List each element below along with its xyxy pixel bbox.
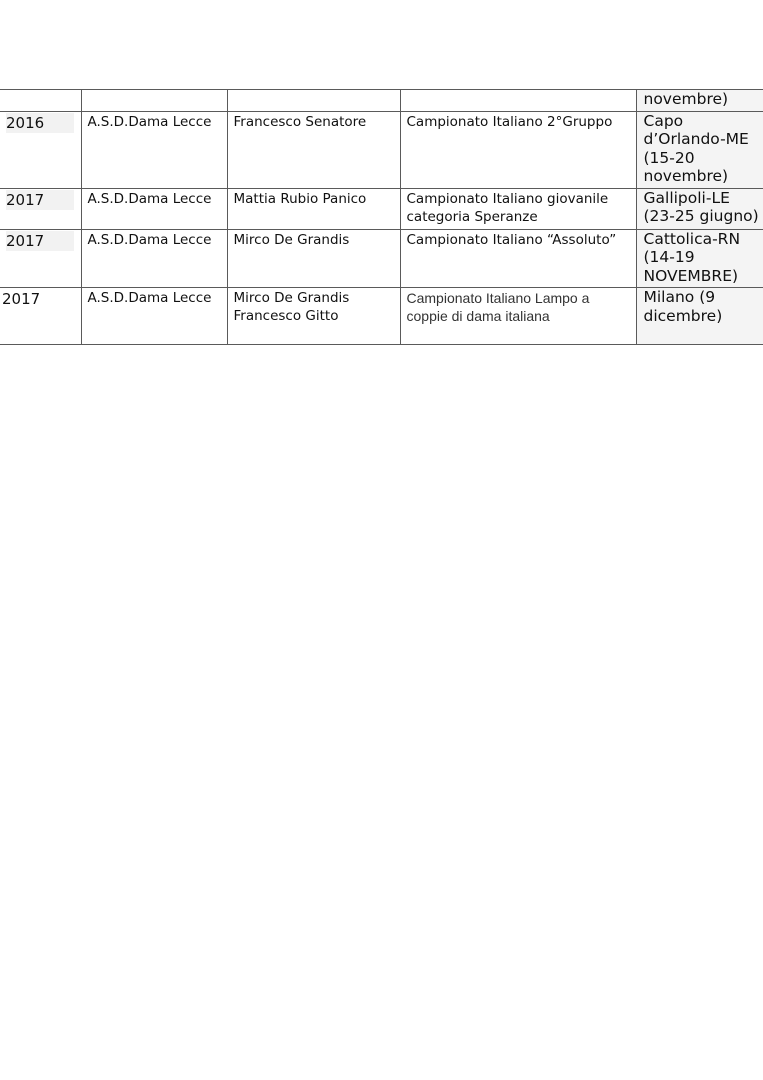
player-name: Francesco Senatore bbox=[233, 113, 367, 130]
club-text: A.S.D.Dama Lecce bbox=[87, 190, 212, 207]
player-name: Francesco Gitto bbox=[233, 308, 339, 324]
club-cell bbox=[81, 229, 227, 288]
year-cell bbox=[0, 288, 81, 345]
results-table bbox=[0, 89, 763, 345]
place-cell bbox=[636, 288, 763, 345]
player-cell bbox=[227, 111, 400, 188]
player-name: Mirco De Grandis bbox=[233, 290, 350, 306]
player-cell bbox=[227, 229, 400, 288]
year-cell bbox=[0, 188, 81, 229]
year-cell bbox=[0, 229, 81, 288]
club-cell bbox=[81, 90, 227, 112]
player-name: Mirco De Grandis bbox=[233, 231, 350, 248]
event-text: Campionato Italiano Lampo a coppie di dama italiana bbox=[406, 290, 590, 324]
event-cell bbox=[400, 188, 636, 229]
year-text: 2017 bbox=[6, 231, 74, 251]
table-row bbox=[0, 188, 763, 229]
club-cell bbox=[81, 111, 227, 188]
player-cell bbox=[227, 188, 400, 229]
event-cell bbox=[400, 288, 636, 345]
club-cell bbox=[81, 288, 227, 345]
place-text: novembre) bbox=[643, 90, 729, 108]
place-text: Gallipoli-LE (23-25 giugno) bbox=[643, 188, 759, 225]
year-text: 2017 bbox=[2, 290, 41, 308]
club-text: A.S.D.Dama Lecce bbox=[87, 231, 212, 248]
club-text: A.S.D.Dama Lecce bbox=[87, 113, 212, 130]
club-text: A.S.D.Dama Lecce bbox=[87, 290, 212, 306]
place-text: Cattolica-RN (14-19 NOVEMBRE) bbox=[643, 229, 741, 285]
event-cell bbox=[400, 229, 636, 288]
table-row bbox=[0, 288, 763, 345]
year-cell bbox=[0, 90, 81, 112]
year-text: 2016 bbox=[6, 113, 74, 133]
place-cell bbox=[636, 90, 763, 112]
player-cell bbox=[227, 288, 400, 345]
event-text: Campionato Italiano giovanile categoria Speranze bbox=[406, 190, 609, 225]
place-text: Capo d’Orlando-ME (15-20 novembre) bbox=[643, 111, 749, 185]
place-cell bbox=[636, 229, 763, 288]
table-row bbox=[0, 229, 763, 288]
event-text: Campionato Italiano 2°Gruppo bbox=[406, 113, 613, 130]
player-name: Mattia Rubio Panico bbox=[233, 190, 367, 207]
year-text: 2017 bbox=[6, 190, 74, 210]
event-text: Campionato Italiano “Assoluto” bbox=[406, 231, 617, 248]
table-row bbox=[0, 90, 763, 112]
club-cell bbox=[81, 188, 227, 229]
player-cell bbox=[227, 90, 400, 112]
table-row bbox=[0, 111, 763, 188]
year-cell bbox=[0, 111, 81, 188]
event-cell bbox=[400, 111, 636, 188]
place-text: Milano (9 dicembre) bbox=[643, 288, 723, 325]
place-cell bbox=[636, 188, 763, 229]
event-cell bbox=[400, 90, 636, 112]
place-cell bbox=[636, 111, 763, 188]
